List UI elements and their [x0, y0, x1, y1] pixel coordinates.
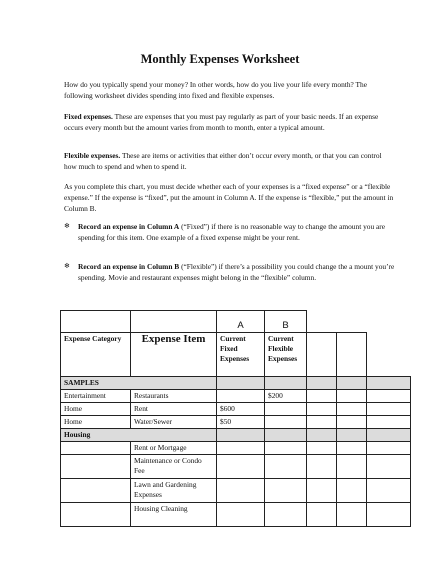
row-category: Home: [61, 416, 131, 429]
table-cell: [337, 416, 367, 429]
table-row: [61, 503, 411, 527]
table-cell: [265, 479, 307, 503]
row-category: Home: [61, 403, 131, 416]
table-cell: [217, 377, 265, 390]
table-row: [61, 403, 411, 416]
table-cell: [265, 503, 307, 527]
row-flexible: [265, 416, 307, 429]
row-fixed: [217, 390, 265, 403]
table-cell: [307, 377, 337, 390]
samples-section-label: SAMPLES: [61, 377, 217, 390]
row-fixed: $50: [217, 416, 265, 429]
row-item: Restaurants: [131, 390, 217, 403]
row-category: [61, 503, 131, 527]
bullet-column-b-text: (“Flexible”) if there’s a possibility you could change the a mount you’re spending. Movie and restaurant expenses might belong in the “flexible” column.: [78, 262, 395, 282]
bullet-column-a: [78, 221, 396, 243]
row-category: [61, 455, 131, 479]
table-row: [61, 455, 411, 479]
table-cell: [217, 429, 265, 442]
table-cell: [307, 429, 337, 442]
flexible-expenses-term: Flexible expenses.: [64, 151, 121, 160]
table-row: [61, 442, 411, 455]
table-cell: [217, 503, 265, 527]
row-item: Housing Cleaning: [131, 503, 217, 527]
table-cell: [367, 479, 411, 503]
table-cell: [367, 416, 411, 429]
header-blank-cell: [307, 333, 337, 377]
table-cell: [367, 390, 411, 403]
row-category: [61, 442, 131, 455]
table-cell: [307, 442, 337, 455]
table-row: [61, 479, 411, 503]
table-cell: [307, 416, 337, 429]
row-fixed: $600: [217, 403, 265, 416]
bullet-column-a-text: (“Fixed”) if there is no reasonable way to change the amount you are spending for this item. One example of a fixed expense might be your rent.: [78, 222, 386, 242]
bullet-column-a-bold: Record an expense in Column A: [78, 222, 180, 231]
header-current-fixed: Current Fixed Expenses: [217, 333, 265, 377]
column-b-letter: B: [265, 311, 307, 333]
table-cell: [367, 403, 411, 416]
table-cell: [265, 429, 307, 442]
table-cell: [307, 390, 337, 403]
bullet-column-b-bold: Record an expense in Column B: [78, 262, 180, 271]
fixed-expenses-text: These are expenses that you must pay regularly as part of your basic needs. If an expense occurs every month but the amount varies from month to month, enter a typical amount.: [64, 112, 379, 132]
header-empty: [367, 333, 411, 377]
table-cell: [217, 455, 265, 479]
row-item: Lawn and Gardening Expenses: [131, 479, 217, 503]
table-cell: [337, 455, 367, 479]
bullet-column-b: [78, 261, 396, 283]
table-top-blank-item: [131, 311, 217, 333]
table-cell: [217, 479, 265, 503]
row-item: Maintenance or Condo Fee: [131, 455, 217, 479]
table-cell: [367, 455, 411, 479]
row-category: Entertainment: [61, 390, 131, 403]
table-cell: [367, 503, 411, 527]
row-flexible: [265, 403, 307, 416]
flexible-expenses-text: These are items or activities that either don’t occur every month, or that you can control how much to spend and when to spend it.: [64, 151, 382, 171]
table-cell: [337, 403, 367, 416]
table-cell: [307, 479, 337, 503]
instructions-paragraph: As you complete this chart, you must decide whether each of your expenses is a “fixed expense” or a “flexible expense.” If the expense is “fixed”, put the amount in Column A. If the expense is “flexible,” put the amount in Column B.: [64, 182, 394, 213]
fixed-expenses-paragraph: [64, 111, 394, 133]
table-cell: [337, 442, 367, 455]
row-item: Water/Sewer: [131, 416, 217, 429]
table-cell: [307, 503, 337, 527]
page-title: Monthly Expenses Worksheet: [140, 52, 300, 66]
table-top-empty: [307, 311, 411, 333]
table-cell: [307, 455, 337, 479]
table-cell: [265, 377, 307, 390]
header-current-flexible: Current Flexible Expenses: [265, 333, 307, 377]
row-flexible: $200: [265, 390, 307, 403]
header-expense-item: Expense Item: [131, 333, 217, 377]
intro-paragraph: How do you typically spend your money? In other words, how do you live your life every month? The following worksheet divides spending into fixed and flexible expenses.: [64, 80, 368, 100]
snowflake-bullet-icon: ❄: [64, 222, 70, 230]
fixed-expenses-term: Fixed expenses.: [64, 112, 113, 121]
table-cell: [367, 429, 411, 442]
table-row: [61, 416, 411, 429]
table-row: [61, 390, 411, 403]
row-item: Rent: [131, 403, 217, 416]
table-cell: [367, 442, 411, 455]
table-cell: [265, 455, 307, 479]
flexible-expenses-paragraph: [64, 150, 394, 172]
table-cell: [337, 377, 367, 390]
table-cell: [265, 442, 307, 455]
table-cell: [337, 479, 367, 503]
table-cell: [307, 403, 337, 416]
housing-section-label: Housing: [61, 429, 217, 442]
header-blank-cell: [337, 333, 367, 377]
expenses-table: [60, 310, 411, 527]
row-category: [61, 479, 131, 503]
snowflake-bullet-icon: ❄: [64, 262, 70, 270]
column-a-letter: A: [217, 311, 265, 333]
header-expense-category: Expense Category: [61, 333, 131, 377]
table-cell: [367, 377, 411, 390]
table-cell: [217, 442, 265, 455]
table-top-blank-category: [61, 311, 131, 333]
table-cell: [337, 503, 367, 527]
row-item: Rent or Mortgage: [131, 442, 217, 455]
table-cell: [337, 390, 367, 403]
table-cell: [337, 429, 367, 442]
